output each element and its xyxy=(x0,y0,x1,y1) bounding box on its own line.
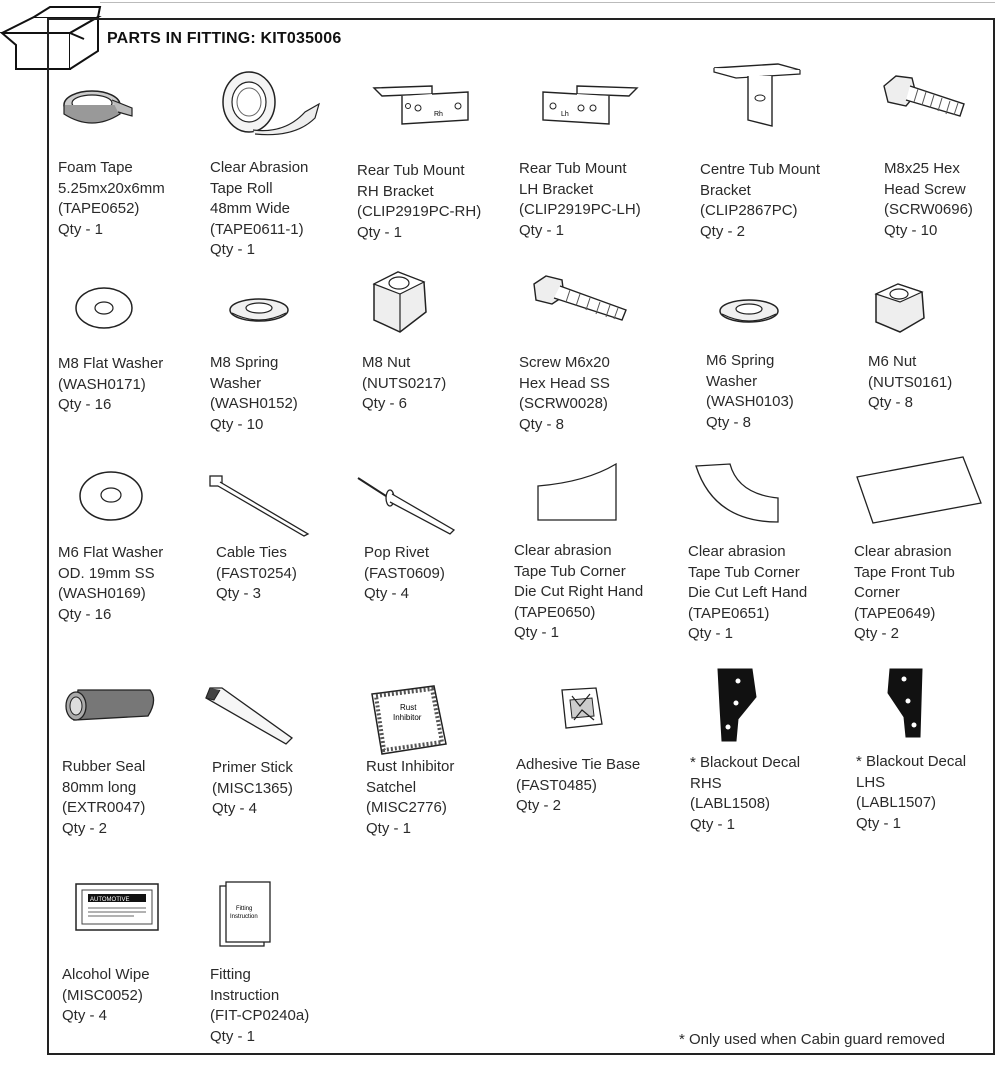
decal-rhs-icon xyxy=(716,667,758,743)
part-label-line: (LABL1508) xyxy=(690,795,771,812)
part-label xyxy=(700,160,820,242)
part-label-line: Fitting xyxy=(210,966,251,983)
part-label-line: Rear Tub Mount xyxy=(357,162,465,179)
part-label-line: M8x25 Hex xyxy=(884,160,960,177)
part-label-line: Die Cut Right Hand xyxy=(514,583,644,600)
part-label-line: Qty - 2 xyxy=(700,222,746,240)
part-label-line: Qty - 1 xyxy=(856,814,902,832)
part-label xyxy=(210,353,298,435)
part-label-line: Qty - 16 xyxy=(58,396,112,413)
fitting-instruction-icon xyxy=(218,880,274,948)
part-label-line: M6 Spring xyxy=(706,352,775,369)
tie-base-icon xyxy=(556,686,604,730)
part-label-line: Qty - 2 xyxy=(854,625,900,642)
part-label-line: Qty - 1 xyxy=(688,625,734,642)
part-label-line: Qty - 1 xyxy=(58,220,104,238)
svg-text:Instruction: Instruction xyxy=(230,914,258,920)
part-label-line: (TAPE0649) xyxy=(854,604,936,622)
part-label-line: (MISC0052) xyxy=(62,986,143,1004)
part-label xyxy=(58,543,163,625)
part-label xyxy=(364,543,445,605)
part-label-line: Tape Tub Corner xyxy=(514,562,626,580)
centre-bracket-icon xyxy=(712,62,802,132)
part-label xyxy=(357,161,481,243)
part-label-line: Qty - 4 xyxy=(212,800,258,817)
lh-bracket-icon xyxy=(537,82,639,132)
svg-text:Rh: Rh xyxy=(434,111,443,118)
svg-text:Fitting: Fitting xyxy=(236,906,253,912)
part-label-line: Rubber Seal xyxy=(62,758,146,775)
part-label-line: (WASH0171) xyxy=(58,375,146,393)
part-label xyxy=(706,351,794,433)
part-label-line: (EXTR0047) xyxy=(62,799,146,816)
part-label xyxy=(514,541,643,644)
part-label-line: M6 Flat Washer xyxy=(58,544,164,561)
part-label-line: Satchel xyxy=(366,778,417,796)
part-label xyxy=(884,159,973,241)
part-label-line: Rear Tub Mount xyxy=(519,160,627,177)
rubber-seal-icon xyxy=(62,686,158,722)
part-label-line: Bracket xyxy=(700,181,751,199)
alcohol-wipe-icon xyxy=(74,882,160,932)
part-label-line: (WASH0103) xyxy=(706,393,794,410)
part-label-line: Primer Stick xyxy=(212,759,293,776)
part-label-line: (FAST0254) xyxy=(216,564,297,582)
nut-icon xyxy=(364,268,434,338)
part-label-line: Pop Rivet xyxy=(364,544,430,561)
decal-lhs-icon xyxy=(886,667,926,739)
rh-bracket-icon xyxy=(372,82,474,132)
flat-washer-icon xyxy=(74,283,134,333)
part-label-line: Qty - 1 xyxy=(519,221,565,239)
part-label xyxy=(62,965,150,1027)
part-label-line: (CLIP2919PC-LH) xyxy=(519,201,641,218)
part-label xyxy=(62,757,145,839)
part-label-line: * Blackout Decal xyxy=(856,753,967,770)
hex-screw-small-icon xyxy=(530,274,630,326)
part-label xyxy=(868,352,952,414)
spring-washer-icon xyxy=(228,295,290,325)
part-label-line: (TAPE0652) xyxy=(58,200,140,217)
part-label-line: Washer xyxy=(706,372,758,390)
part-label-line: LHS xyxy=(856,773,886,791)
part-label-line: Rust Inhibitor xyxy=(366,758,455,775)
part-label-line: (WASH0169) xyxy=(58,585,146,602)
part-label-line: Qty - 6 xyxy=(362,395,408,412)
part-label-line: RH Bracket xyxy=(357,182,434,200)
part-label-line: * Blackout Decal xyxy=(690,754,801,771)
part-label xyxy=(210,158,308,261)
part-label xyxy=(362,353,446,415)
part-label-line: (CLIP2867PC) xyxy=(700,202,798,219)
cable-tie-icon xyxy=(208,474,314,538)
part-label-line: (SCRW0696) xyxy=(884,201,973,218)
part-label-line: Qty - 4 xyxy=(62,1007,108,1024)
part-label-line: (SCRW0028) xyxy=(519,395,608,412)
part-label-line: (FAST0609) xyxy=(364,564,445,582)
part-label-line: Clear abrasion xyxy=(854,543,952,560)
front-tape-icon xyxy=(855,455,983,525)
part-label-line: 80mm long xyxy=(62,778,137,796)
part-label-line: Qty - 3 xyxy=(216,585,262,602)
part-label xyxy=(210,965,309,1047)
part-label-line: Tape Tub Corner xyxy=(688,563,800,581)
part-label-line: 5.25mx20x6mm xyxy=(58,179,165,197)
part-label-line: Clear Abrasion xyxy=(210,159,309,176)
part-label-line: Cable Ties xyxy=(216,544,287,561)
part-label-line: Screw M6x20 xyxy=(519,354,610,371)
part-label xyxy=(519,159,641,241)
rust-satchel-icon xyxy=(366,684,448,756)
part-label xyxy=(690,753,800,835)
foam-tape-icon xyxy=(62,80,132,130)
part-label xyxy=(516,755,640,817)
nut-small-icon xyxy=(870,282,928,334)
part-label-line: Qty - 10 xyxy=(884,221,938,239)
svg-text:Lh: Lh xyxy=(561,111,569,118)
part-label-line: (TAPE0651) xyxy=(688,604,770,622)
part-label-line: Qty - 1 xyxy=(357,223,403,241)
part-label-line: Qty - 1 xyxy=(210,1027,256,1045)
part-label xyxy=(856,752,966,834)
part-label-line: (FAST0485) xyxy=(516,776,597,794)
part-label xyxy=(366,757,454,839)
part-label-line: 48mm Wide xyxy=(210,200,291,217)
primer-stick-icon xyxy=(204,686,296,746)
pop-rivet-icon xyxy=(356,472,460,536)
part-label-line: Qty - 4 xyxy=(364,585,410,602)
part-label xyxy=(212,758,293,820)
part-label-line: Qty - 8 xyxy=(519,415,565,433)
part-label xyxy=(519,353,610,435)
footnote: * Only used when Cabin guard removed xyxy=(679,1031,945,1048)
part-label-line: Tape Front Tub xyxy=(854,563,955,581)
part-label-line: Centre Tub Mount xyxy=(700,161,821,178)
hex-screw-icon xyxy=(880,72,972,127)
corner-left-icon xyxy=(694,462,780,524)
part-label-line: Qty - 1 xyxy=(210,241,256,258)
tape-roll-icon xyxy=(215,68,325,138)
part-label-line: (LABL1507) xyxy=(856,794,937,811)
page-title: PARTS IN FITTING: KIT035006 xyxy=(107,30,342,47)
part-label-line: M8 Flat Washer xyxy=(58,355,164,372)
flat-washer-small-icon xyxy=(78,468,144,524)
part-label-line: Qty - 8 xyxy=(868,394,914,411)
part-label-line: Qty - 2 xyxy=(62,819,108,837)
part-label-line: Corner xyxy=(854,584,900,601)
part-label-line: Clear abrasion xyxy=(688,543,786,560)
part-label-line: (MISC2776) xyxy=(366,799,447,816)
part-label-line: Die Cut Left Hand xyxy=(688,584,808,601)
svg-text:AUTOMOTIVE: AUTOMOTIVE xyxy=(90,897,130,903)
part-label-line: (TAPE0650) xyxy=(514,603,596,621)
part-label-line: Washer xyxy=(210,374,262,392)
part-label xyxy=(688,542,807,645)
part-label-line: RHS xyxy=(690,774,722,792)
part-label-line: (FIT-CP0240a) xyxy=(210,1007,310,1024)
part-label-line: (CLIP2919PC-RH) xyxy=(357,203,482,220)
part-label xyxy=(58,158,165,240)
top-rule xyxy=(100,2,995,3)
part-label xyxy=(58,354,163,416)
corner-right-icon xyxy=(536,462,618,522)
rust-satchel-text: Rust xyxy=(400,703,417,712)
part-label-line: Qty - 8 xyxy=(706,413,752,431)
part-label-line: Head Screw xyxy=(884,180,966,198)
part-label-line: Qty - 1 xyxy=(366,819,412,837)
svg-text:Inhibitor: Inhibitor xyxy=(393,713,422,722)
part-label-line: Qty - 1 xyxy=(690,815,736,833)
part-label-line: Tape Roll xyxy=(210,179,273,197)
part-label-line: M6 Nut xyxy=(868,353,917,370)
part-label-line: LH Bracket xyxy=(519,180,594,198)
part-label-line: M8 Spring xyxy=(210,354,279,371)
part-label-line: (NUTS0217) xyxy=(362,374,447,392)
part-label-line: (MISC1365) xyxy=(212,779,293,797)
part-label-line: Clear abrasion xyxy=(514,542,612,559)
part-label xyxy=(854,542,955,645)
part-label-line: Instruction xyxy=(210,986,280,1004)
part-label-line: M8 Nut xyxy=(362,354,411,371)
part-label-line: Qty - 1 xyxy=(514,624,560,641)
part-label xyxy=(216,543,297,605)
part-label-line: Qty - 10 xyxy=(210,415,264,433)
spring-washer-small-icon xyxy=(718,296,780,326)
part-label-line: (WASH0152) xyxy=(210,395,298,412)
part-label-line: Hex Head SS xyxy=(519,374,610,392)
part-label-line: OD. 19mm SS xyxy=(58,564,155,582)
part-label-line: Alcohol Wipe xyxy=(62,966,150,983)
part-label-line: (TAPE0611-1) xyxy=(210,220,304,238)
part-label-line: Qty - 16 xyxy=(58,605,112,623)
part-label-line: (NUTS0161) xyxy=(868,373,953,391)
part-label-line: Foam Tape xyxy=(58,159,133,176)
part-label-line: Qty - 2 xyxy=(516,797,562,814)
part-label-line: Adhesive Tie Base xyxy=(516,756,641,773)
